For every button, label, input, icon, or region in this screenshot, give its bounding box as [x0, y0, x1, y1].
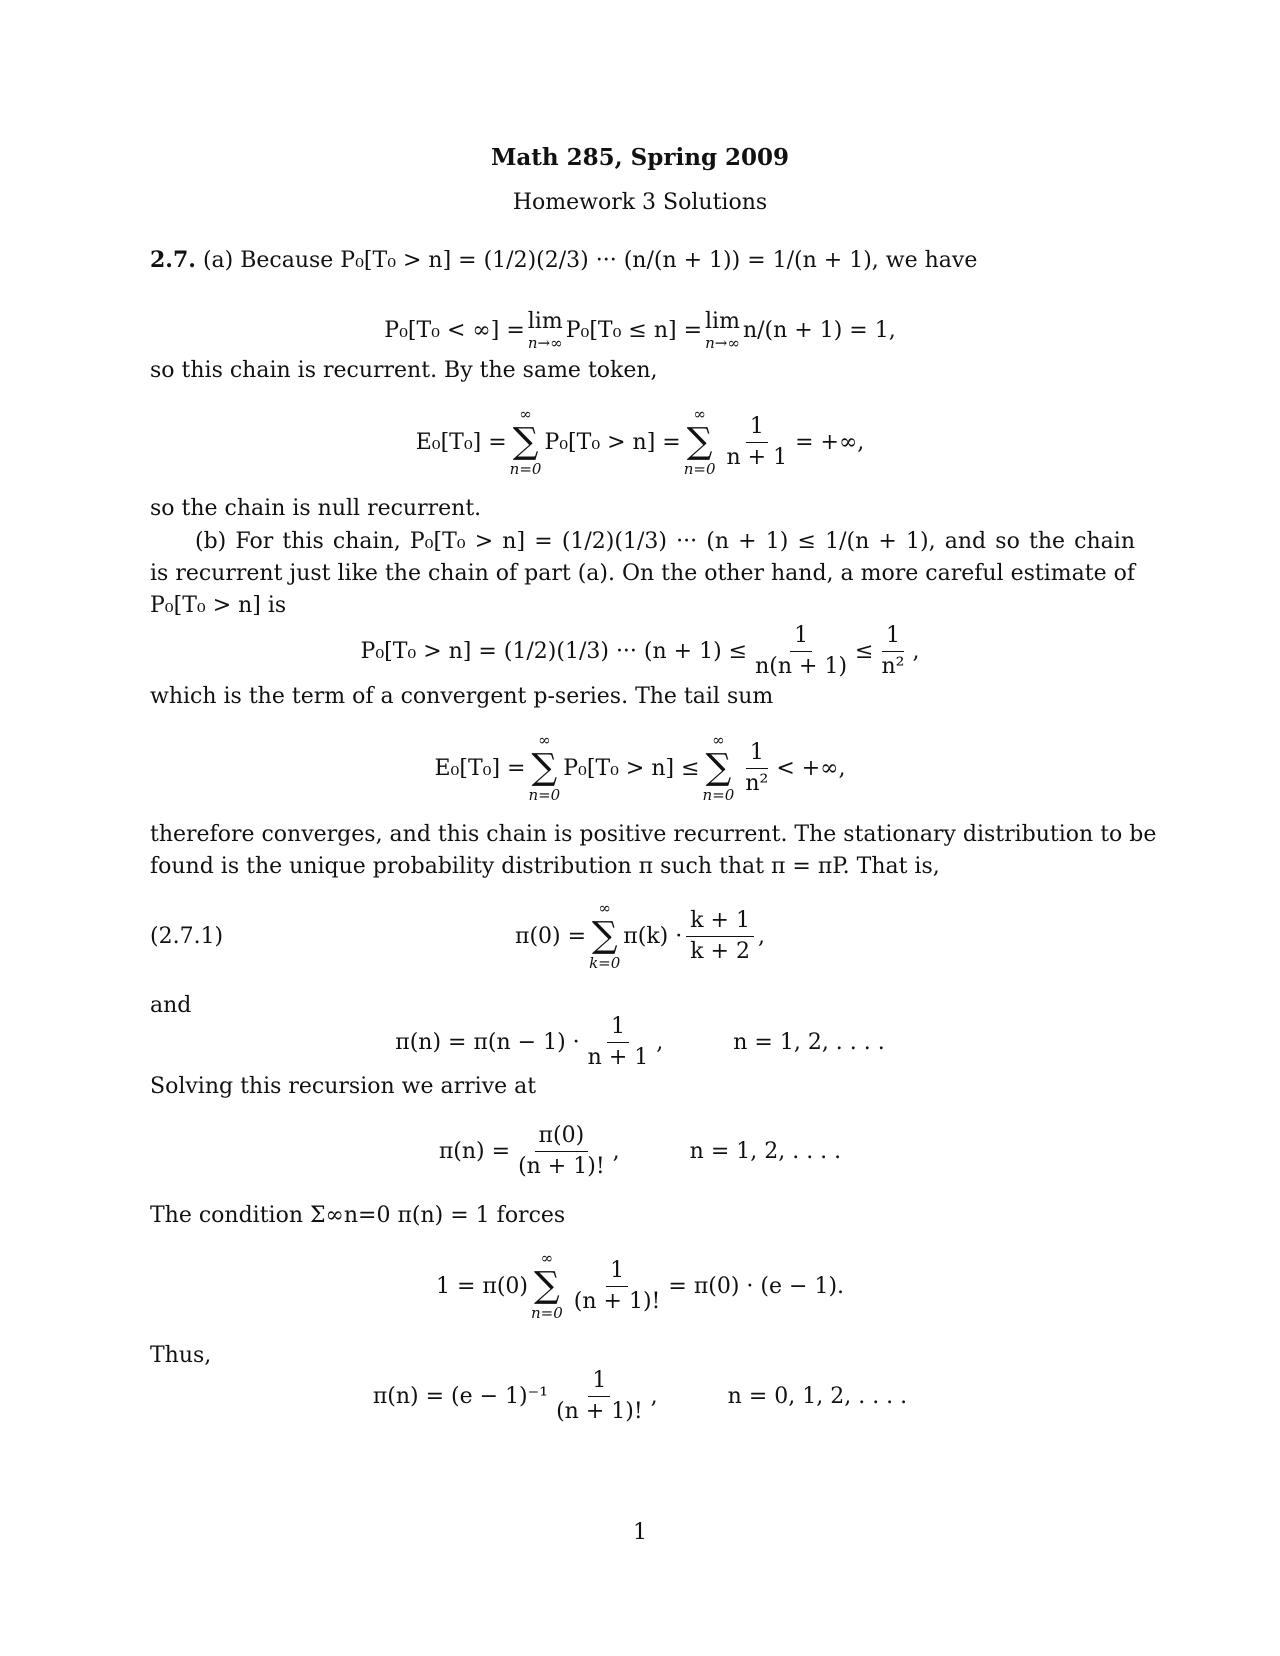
eq7-frac-den: (n + 1)! [518, 1153, 605, 1179]
eq4-sum1-sub: n=0 [528, 786, 561, 804]
eq9-frac-den: (n + 1)! [556, 1398, 643, 1424]
part-b-text-pseries: which is the term of a convergent p-series. The tail sum [150, 684, 774, 709]
eq8-lhs: 1 = π(0) [435, 1273, 529, 1299]
eq6-lhs: π(n) = π(n − 1) · [395, 1029, 580, 1055]
eq6-fraction [584, 1013, 653, 1072]
eq8-frac-den: (n + 1)! [573, 1288, 661, 1314]
equation-label: (2.7.1) [150, 923, 224, 949]
eq1-limit-1 [528, 309, 563, 352]
eq8-frac-num: 1 [606, 1257, 628, 1287]
eq9-tail: , [650, 1383, 658, 1409]
eq8-sum-sub: n=0 [531, 1304, 563, 1322]
part-b-text-converges-1: therefore converges, and this chain is positive recurrent. The stationary distribution to be [150, 822, 1157, 847]
eq5-frac-den: k + 2 [690, 938, 750, 964]
eq4-fraction [741, 739, 772, 798]
eq6-frac-num: 1 [607, 1013, 629, 1043]
eq4-frac-den: n² [745, 770, 769, 796]
summation-sign: ∑ [534, 1265, 560, 1306]
eq1-lim2-sub: n→∞ [705, 333, 740, 352]
equation-expectation-a [0, 396, 1280, 488]
eq4-frac-num: 1 [746, 739, 768, 769]
eq1-lim2: lim [705, 308, 740, 334]
eq1-lhs: P₀[T₀ < ∞] = [384, 317, 525, 343]
eq3-frac1-den: n(n + 1) [755, 653, 848, 679]
eq9-lhs: π(n) = (e − 1)⁻¹ [372, 1383, 549, 1409]
summation-sign: ∑ [705, 747, 732, 788]
part-b-line-2: is recurrent just like the chain of part (a). On the other hand, a more careful estimate of [150, 561, 1135, 586]
eq5-sum-sub: k=0 [589, 954, 621, 972]
eq5-sum [589, 900, 620, 972]
eq4-sum-1 [528, 732, 560, 804]
eq3-frac2-num: 1 [882, 622, 904, 652]
eq4-sum1-sup: ∞ [538, 731, 551, 749]
eq2-mid: P₀[T₀ > n] = [544, 429, 681, 455]
eq3-frac2-den: n² [881, 653, 905, 679]
eq2-frac-den: n + 1 [726, 444, 788, 470]
eq3-frac1-num: 1 [790, 622, 812, 652]
eq2-frac-num: 1 [746, 413, 768, 443]
summation-sign: ∑ [591, 915, 618, 956]
equation-normalization [0, 1240, 1280, 1332]
part-a-intro: (a) Because P₀[T₀ > n] = (1/2)(2/3) ··· (n/(n + 1)) = 1/(n + 1), we have [202, 248, 978, 273]
condition-text: The condition Σ∞n=0 π(n) = 1 forces [150, 1203, 566, 1228]
eq2-sum-1 [510, 406, 542, 478]
eq9-range: n = 0, 1, 2, . . . . [727, 1383, 908, 1409]
eq8-sum-sup: ∞ [540, 1249, 554, 1267]
eq3-lhs: P₀[T₀ > n] = (1/2)(1/3) ··· (n + 1) ≤ [360, 638, 748, 664]
eq2-sum2-sub: n=0 [683, 460, 716, 478]
eq1-limit-2 [705, 309, 740, 352]
and-text: and [150, 993, 192, 1018]
eq1-lim1: lim [527, 308, 563, 334]
eq5-lhs: π(0) = [515, 923, 587, 949]
part-a-text-recurrent: so this chain is recurrent. By the same token, [150, 358, 658, 383]
eq1-mid: P₀[T₀ ≤ n] = [565, 317, 702, 343]
eq7-range: n = 1, 2, . . . . [689, 1138, 842, 1164]
summation-sign: ∑ [512, 421, 539, 462]
eq8-fraction [570, 1257, 665, 1316]
eq4-rhs: < +∞, [776, 755, 846, 781]
document-title: Math 285, Spring 2009 [490, 144, 790, 171]
eq3-le: ≤ [855, 638, 874, 664]
eq1-rhs: n/(n + 1) = 1, [742, 317, 896, 343]
eq7-lhs: π(n) = [438, 1138, 511, 1164]
eq2-sum2-sup: ∞ [693, 405, 706, 423]
eq3-fraction-2 [877, 622, 908, 681]
eq8-rhs: = π(0) · (e − 1). [668, 1273, 845, 1299]
eq5-mid: π(k) · [623, 923, 683, 949]
eq9-frac-num: 1 [588, 1367, 610, 1397]
part-b-line-1: (b) For this chain, P₀[T₀ > n] = (1/2)(1/3) ··· (n + 1) ≤ 1/(n + 1), and so the chain [195, 529, 1135, 554]
eq7-tail: , [612, 1138, 620, 1164]
eq5-sum-sup: ∞ [598, 899, 611, 917]
eq2-sum1-sup: ∞ [519, 405, 532, 423]
eq5-frac-num: k + 1 [686, 907, 754, 937]
equation-expectation-b [0, 722, 1280, 814]
eq1-lim1-sub: n→∞ [527, 333, 563, 352]
part-a-text-null: so the chain is null recurrent. [150, 496, 482, 521]
eq6-frac-den: n + 1 [587, 1044, 649, 1070]
eq7-fraction [514, 1122, 609, 1181]
eq4-sum2-sub: n=0 [702, 786, 735, 804]
eq7-frac-num: π(0) [535, 1122, 589, 1152]
problem-intro-line [150, 244, 1135, 277]
eq5-fraction [686, 907, 754, 966]
part-b-text-converges-2: found is the unique probability distribution π such that π = πP. That is, [150, 854, 940, 879]
eq3-fraction-1 [751, 622, 851, 681]
equation-2-7-1 [0, 890, 1280, 982]
eq4-sum2-sup: ∞ [712, 731, 725, 749]
eq2-fraction [723, 413, 792, 472]
document-subtitle: Homework 3 Solutions [512, 190, 768, 215]
equation-solution-general [0, 1105, 1280, 1197]
eq4-sum-2 [703, 732, 735, 804]
equation-stationary [0, 1350, 1280, 1442]
summation-sign: ∑ [531, 747, 558, 788]
eq6-tail: , [656, 1029, 664, 1055]
eq9-fraction [552, 1367, 647, 1426]
eq4-mid: P₀[T₀ > n] ≤ [563, 755, 700, 781]
eq2-sum1-sub: n=0 [509, 460, 542, 478]
solving-text: Solving this recursion we arrive at [150, 1074, 537, 1099]
summation-sign: ∑ [686, 421, 713, 462]
part-b-line-3: P₀[T₀ > n] is [150, 593, 287, 618]
eq4-lhs: E₀[T₀] = [434, 755, 526, 781]
eq8-sum [531, 1250, 563, 1322]
eq2-lhs: E₀[T₀] = [415, 429, 507, 455]
problem-number: 2.7. [150, 247, 196, 273]
thus-text: Thus, [150, 1343, 212, 1368]
eq2-rhs: = +∞, [795, 429, 865, 455]
eq6-range: n = 1, 2, . . . . [733, 1029, 885, 1055]
page-number: 1 [633, 1520, 647, 1545]
eq3-tail: , [912, 638, 920, 664]
eq2-sum-2 [684, 406, 716, 478]
eq5-tail: , [757, 923, 765, 949]
